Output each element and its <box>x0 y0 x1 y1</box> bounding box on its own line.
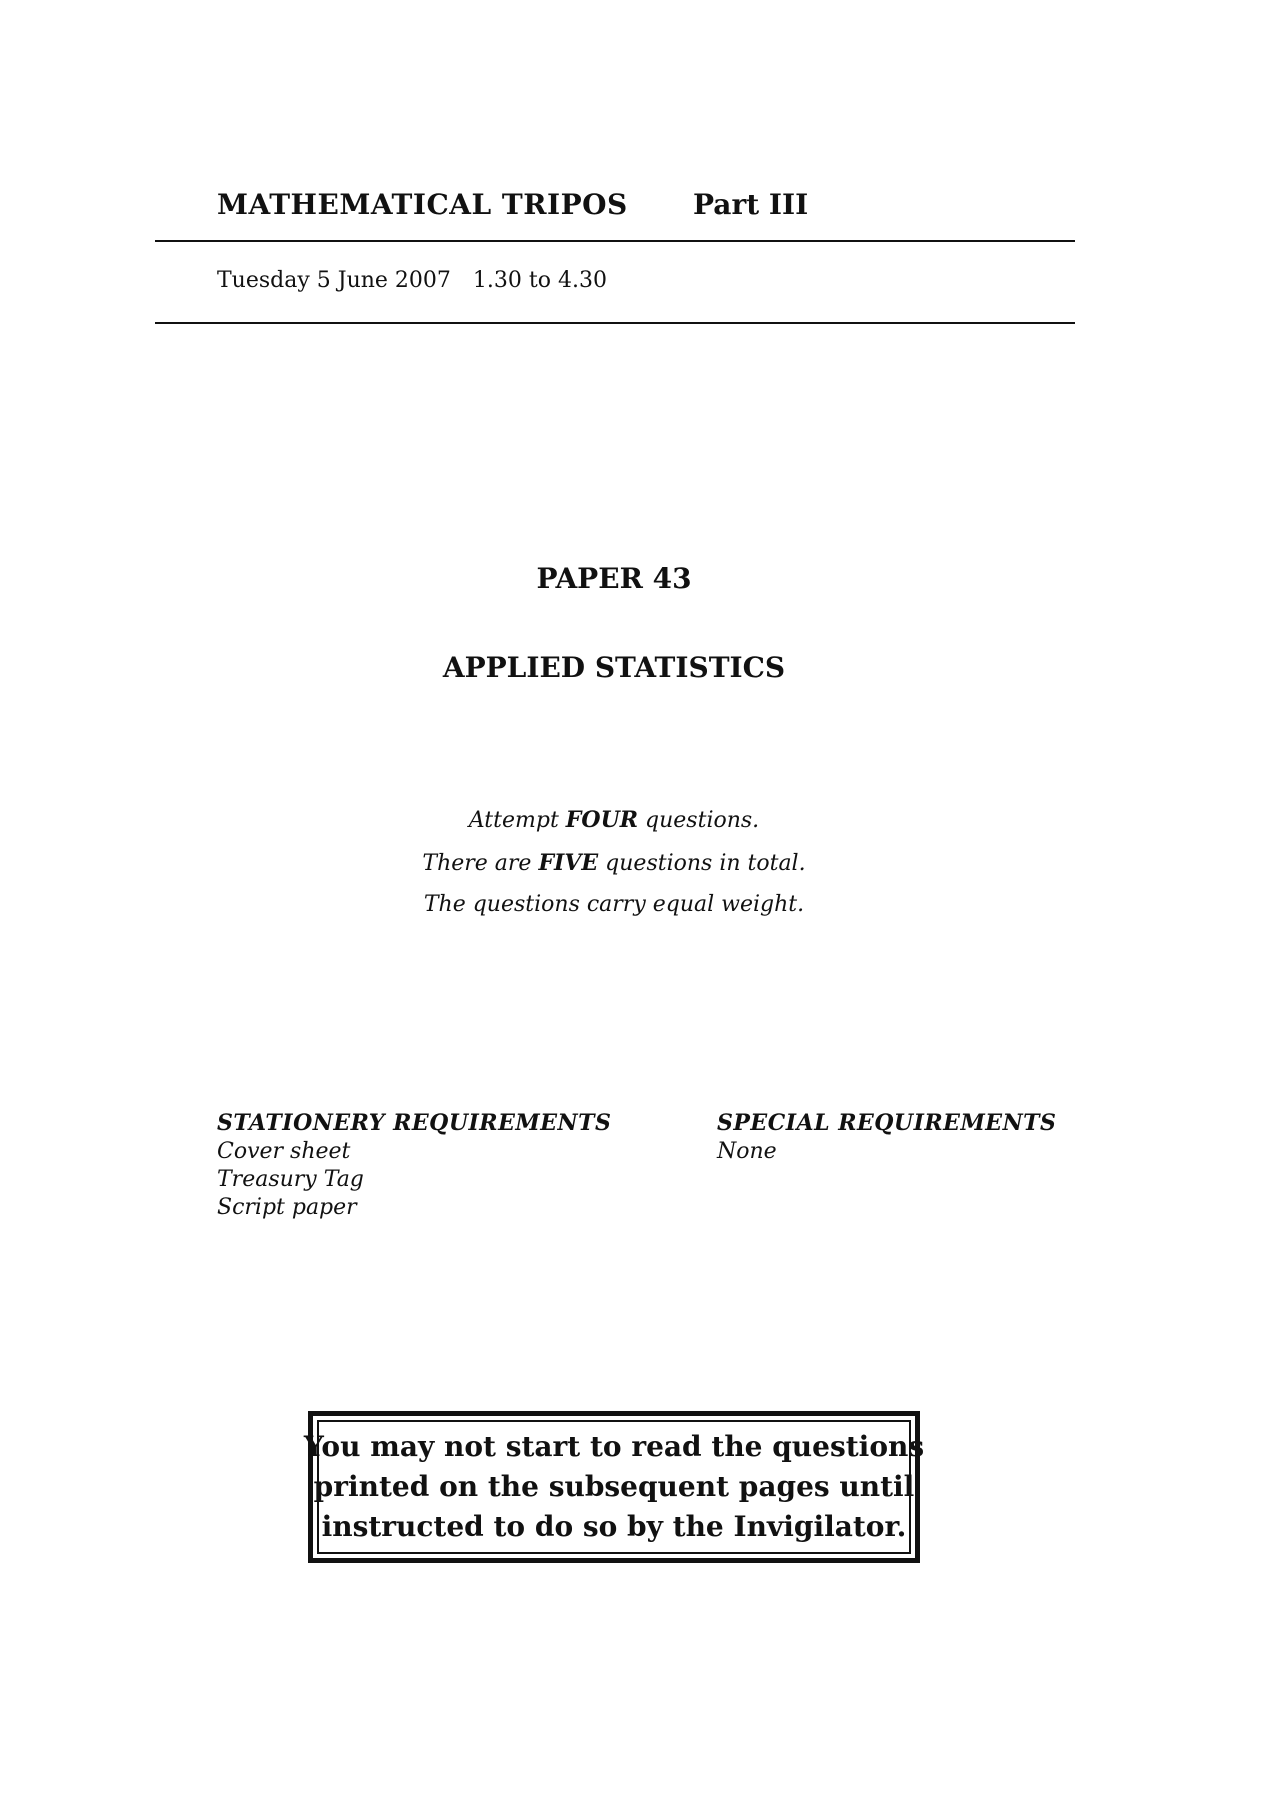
instruction-text: questions in total. <box>598 851 806 876</box>
notice-line: instructed to do so by the Invigilator. <box>321 1510 907 1543</box>
instruction-text: There are <box>422 851 539 876</box>
exam-series-title: MATHEMATICAL TRIPOS <box>217 188 628 221</box>
invigilator-notice-box <box>303 1411 925 1563</box>
stationery-item: Script paper <box>217 1195 357 1220</box>
paper-number: PAPER 43 <box>536 562 692 595</box>
special-requirements-heading: SPECIAL REQUIREMENTS <box>717 1110 1057 1136</box>
notice-line: You may not start to read the questions <box>303 1430 925 1463</box>
stationery-requirements-heading: STATIONERY REQUIREMENTS <box>217 1110 612 1136</box>
stationery-item: Treasury Tag <box>217 1167 364 1192</box>
header-divider-bottom <box>155 322 1075 324</box>
instruction-text: questions. <box>638 808 760 833</box>
exam-time: 1.30 to 4.30 <box>472 268 607 293</box>
instruction-emphasis: FIVE <box>538 850 599 876</box>
exam-date: Tuesday 5 June 2007 <box>217 268 451 293</box>
instruction-total <box>0 850 1228 876</box>
paper-title: APPLIED STATISTICS <box>442 651 786 684</box>
header-divider-top <box>155 240 1075 242</box>
exam-date-time <box>217 268 607 293</box>
special-item: None <box>717 1139 777 1164</box>
notice-line: printed on the subsequent pages until <box>313 1470 915 1503</box>
instruction-weight: The questions carry equal weight. <box>423 892 805 917</box>
stationery-item: Cover sheet <box>217 1139 351 1164</box>
instruction-text: Attempt <box>468 808 566 833</box>
instruction-attempt <box>0 807 1228 833</box>
instruction-emphasis: FOUR <box>565 807 639 833</box>
exam-part-label: Part III <box>693 188 809 221</box>
invigilator-notice-inner <box>303 1420 925 1554</box>
